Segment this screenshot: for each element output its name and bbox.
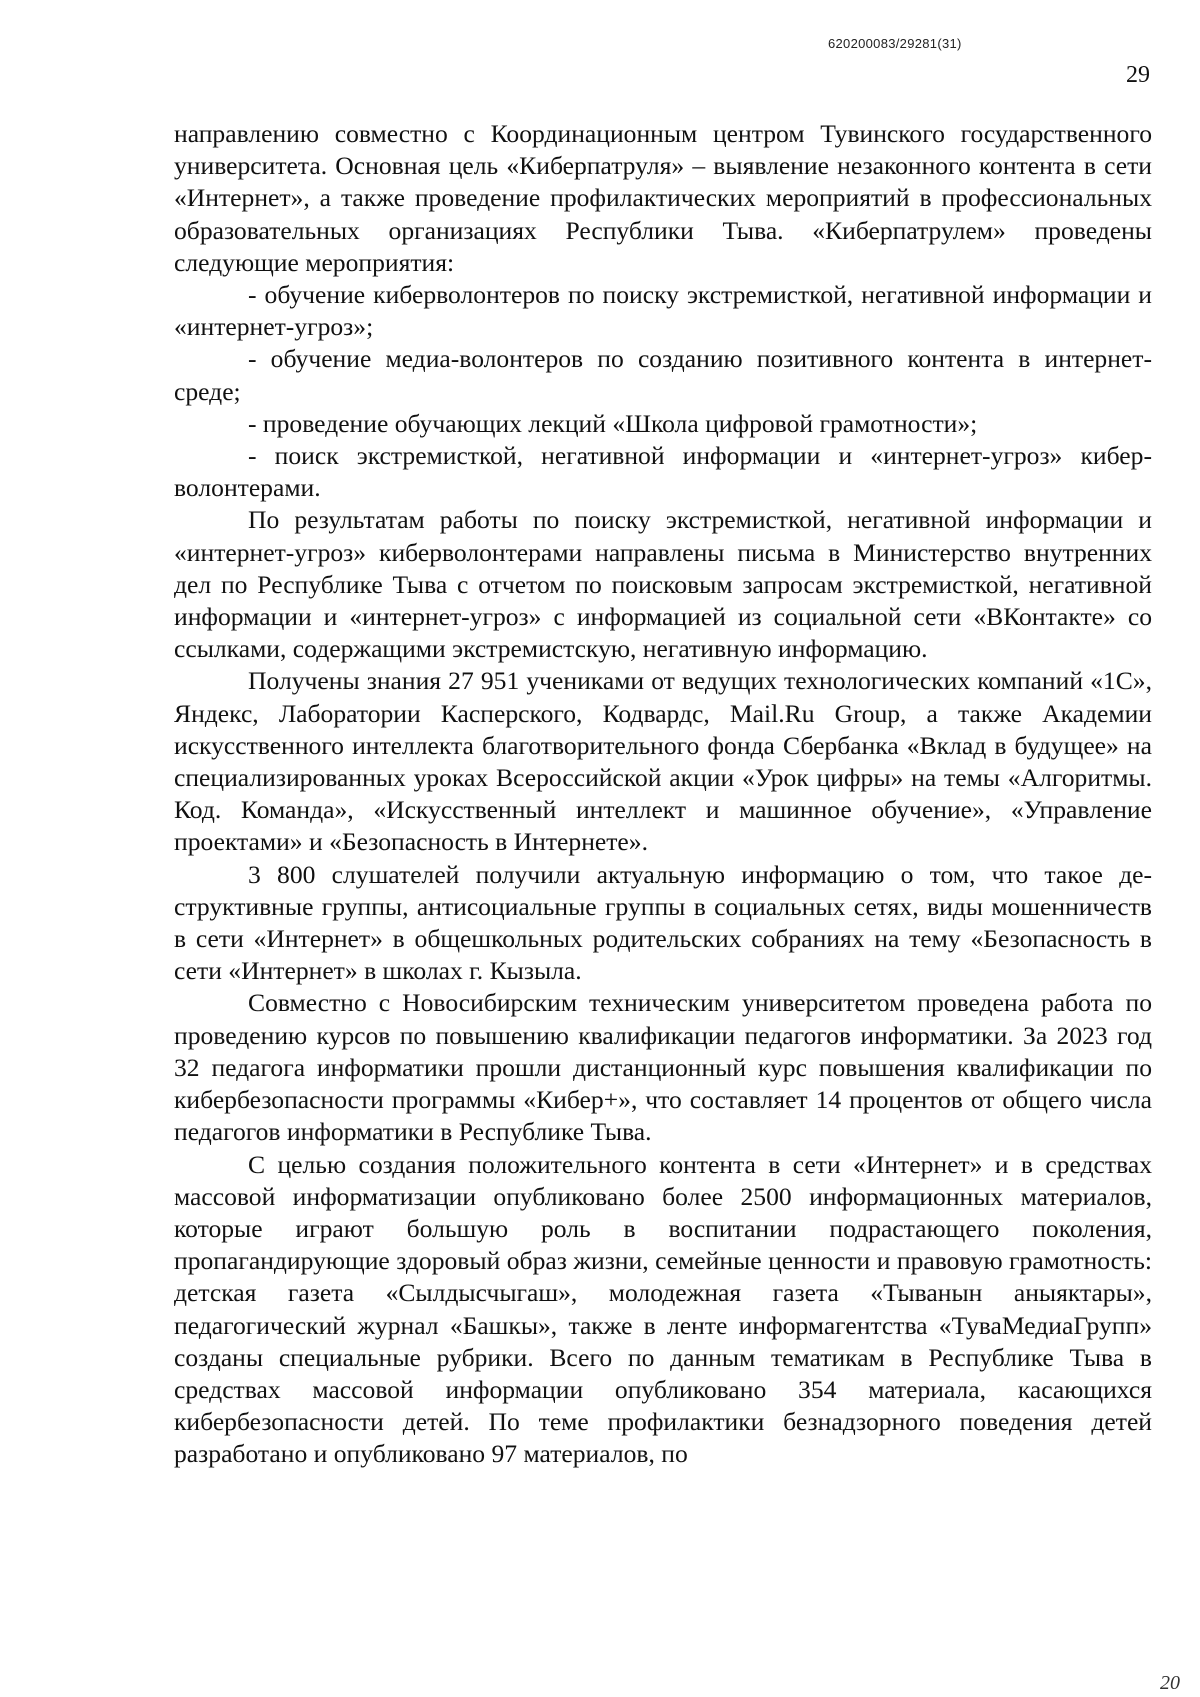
paragraph-digital-lesson: Получены знания 27 951 учениками от ведущих технологических компаний «1С», Яндекс, Лаборатории Касперского, Кодвардс, Mail.Ru Group, а также Академии искусственного интеллекта благотворительного фонда Сбербанка «Вклад в будущее» на специализированных уроках Всероссийской акции «Урок цифры» на темы «Алгоритмы. Код. Команда», «Искусственный интеллект и машинное обучение», «Управление проектами» и «Безопасность в Интернете». [174,666,1152,857]
paragraph-media-publications: С целью создания положительного контента в сети «Интернет» и в средствах массовой информатизации опубликовано более 2500 информационных материалов, которые играют большую роль в воспитании подрастающего поколения, пропагандирующие здоровый образ жизни, семейные ценности и правовую грамотность: детская газета «Сылдысчыгаш», молодежная газета «Тыванын аныяктары», педагогический журнал «Башкы», также в ленте информагентства «ТуваМедиаГрупп» созданы специальные рубрики. Всего по данным тематикам в Республике Тыва в средствах массовой информации опубликовано 354 материала, касающихся кибербезопасности детей. По теме профилактики безнадзорного поведения детей разработано и опубликовано 97 материалов, по [174,1149,1152,1469]
list-item-cybervolunteer-training: - обучение киберволонтеров по поиску экстремисткой, негативной информации и «интернет-угроз»; [174,280,1152,342]
paragraph-teacher-training: Совместно с Новосибирским техническим университетом проведена работа по проведению курсов по повышению квалификации педагогов информатики. За 2023 год 32 педагога информатики прошли дистанционный курс повышения квалификации по кибербезопасности программы «Кибер+», что составляет 14 процентов от общего числа педагогов информатики в Республике Тыва. [174,988,1152,1147]
list-item-extremist-content-search: - поиск экстремисткой, негативной информации и «интернет-угроз» киберволонтерами. [174,441,1152,503]
paragraph-ministry-letters: По результатам работы по поиску экстремисткой, негативной информации и «интернет-угроз» киберволонтерами направлены письма в Министерство внутренних дел по Республике Тыва с отчетом по поисковым запросам экстремисткой, негативной информации и «интернет-угроз» с информацией из социальной сети «ВКонтакте» со ссылками, содержащими экстремистскую, негативную информацию. [174,505,1152,664]
paragraph-parent-meetings: 3 800 слушателей получили актуальную информацию о том, что такое деструктивные группы, антисоциальные группы в социальных сетях, виды мошенничеств в сети «Интернет» в общешкольных родительских собраниях на тему «Безопасность в сети «Интернет» в школах г. Кызыла. [174,859,1152,986]
corner-handwritten-number: 20 [1160,1672,1180,1694]
document-body [174,118,1152,1471]
list-item-media-volunteer-training: - обучение медиа-волонтеров по созданию позитивного контента в интернет-среде; [174,344,1152,406]
document-registration-number: 620200083/29281(31) [828,36,962,51]
page-number: 29 [1126,62,1150,88]
list-item-digital-literacy-lectures: - проведение обучающих лекций «Школа цифровой грамотности»; [248,408,978,438]
paragraph-cyberpatrol-intro: направлению совместно с Координационным центром Тувинского государственного университета. Основная цель «Киберпатруля» – выявление незаконного контента в сети «Интернет», а также проведение профилактических мероприятий в профессиональных образовательных организациях Республики Тыва. «Киберпатрулем» проведены следующие мероприятия: [174,119,1152,277]
